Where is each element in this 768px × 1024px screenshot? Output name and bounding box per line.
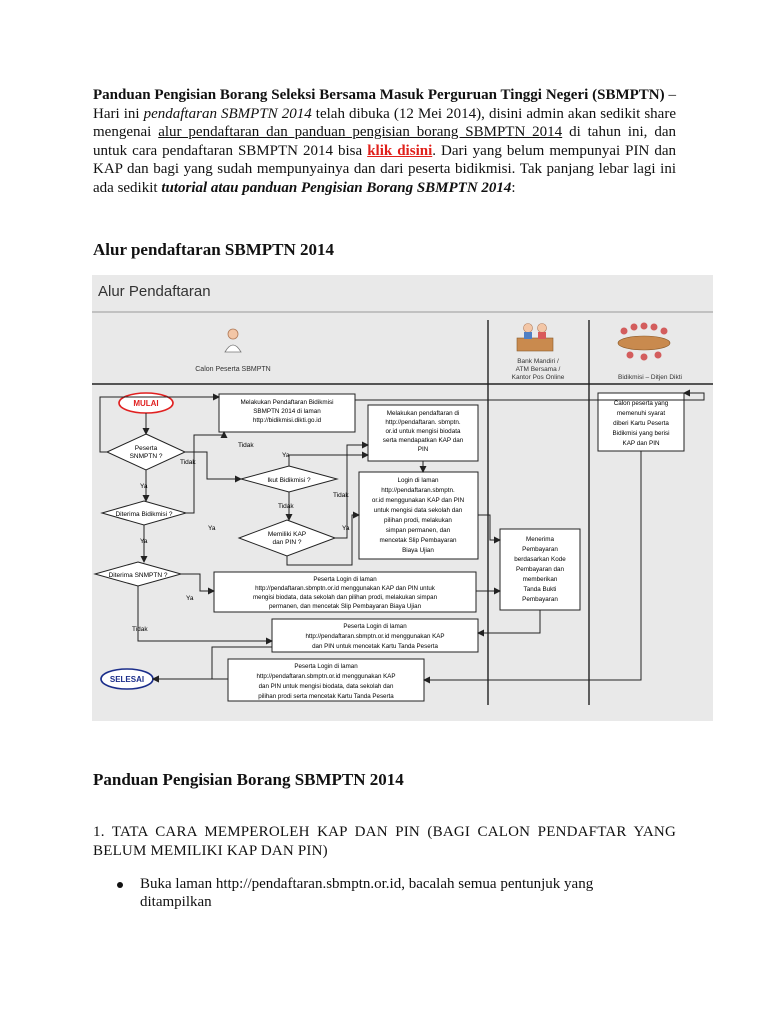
intro-title-bold: Panduan Pengisian Borang Seleksi Bersama Masuk Perguruan Tinggi Negeri (SBMPTN) — [93, 87, 665, 103]
box-login-final — [228, 659, 424, 701]
intro-text: . Dari yang belum mempunyai PIN dan KAP dan bagi yang sudah mempunyainya dan dari peserta bidikmisi. Tak panjang lebar lagi ini ada sedikit — [93, 142, 677, 196]
lane-calon-label: Calon Peserta SBMPTN — [195, 366, 271, 373]
decision-peserta-line2: SNMPTN ? — [129, 453, 163, 460]
intro-text: telah dibuka (12 Mei 2014), disini admin akan sedikit share mengenai — [93, 105, 676, 140]
mulai-label: MULAI — [133, 399, 159, 408]
svg-text:Tanda Bukti: Tanda Bukti — [523, 586, 557, 593]
svg-text:or.id menggunakan KAP dan PIN: or.id menggunakan KAP dan PIN — [371, 497, 465, 504]
svg-text:berdasarkan Kode: berdasarkan Kode — [514, 556, 566, 563]
svg-text:http://pendaftaran. sbmptn.: http://pendaftaran. sbmptn. — [385, 419, 461, 426]
decision-memiliki-line2: dan PIN ? — [272, 539, 302, 546]
box-login-slip — [359, 472, 478, 559]
lane-bank-line2: ATM Bersama / — [515, 366, 561, 373]
svg-text:Bidikmisi yang berisi: Bidikmisi yang berisi — [612, 430, 670, 437]
bullet-icon — [117, 882, 123, 888]
svg-text:pilihan prodi, melakukan: pilihan prodi, melakukan — [384, 517, 452, 524]
edge-label-tidak: Tidak — [333, 492, 349, 499]
svg-text:untuk mengisi data sekolah dan: untuk mengisi data sekolah dan — [373, 507, 463, 514]
edge-label-ya: Ya — [282, 452, 290, 459]
decision-diterima-bidikmisi-label: Diterima Bidikmisi ? — [115, 511, 173, 518]
svg-text:Menerima: Menerima — [526, 536, 554, 543]
svg-text:Biaya Ujian: Biaya Ujian — [402, 547, 434, 554]
svg-text:Melakukan pendaftaran di: Melakukan pendaftaran di — [386, 410, 460, 417]
svg-text:Pembayaran dan: Pembayaran dan — [516, 566, 564, 573]
intro-text: di tahun ini, dan untuk cara pendaftaran SBMPTN 2014 bisa — [93, 124, 676, 159]
svg-text:KAP dan PIN: KAP dan PIN — [622, 440, 660, 447]
svg-text:PIN: PIN — [417, 446, 429, 453]
box-pendaftaran-bidikmisi — [219, 394, 355, 432]
svg-text:simpan permanen, dan: simpan permanen, dan — [385, 527, 451, 534]
list-item-text: Buka laman http://pendaftaran.sbmptn.or.id, bacalah semua pentunjuk yang ditampilkan — [140, 876, 594, 910]
svg-text:Login di laman: Login di laman — [397, 477, 439, 484]
svg-text:Peserta Login di laman: Peserta Login di laman — [313, 576, 377, 583]
svg-text:serta mendapatkan KAP dan: serta mendapatkan KAP dan — [382, 437, 464, 444]
svg-text:Calon peserta yang: Calon peserta yang — [613, 400, 669, 407]
edge-label-tidak: Tidak — [238, 442, 254, 449]
box-login-kartu-peserta — [272, 619, 478, 652]
lane-bank-line1: Bank Mandiri / — [517, 358, 559, 365]
flowchart-figure — [92, 275, 713, 721]
svg-text:http://pendaftaran.sbmptn.or.i: http://pendaftaran.sbmptn.or.id menggunakan KAP — [256, 673, 396, 680]
svg-text:mengisi biodata, data sekolah: mengisi biodata, data sekolah dan pilihan prodi, melakukan simpan — [252, 594, 438, 601]
intro-paragraph — [93, 86, 676, 197]
svg-text:permanen, dan mencetak Slip Pe: permanen, dan mencetak Slip Pembayaran Biaya Ujian — [268, 603, 422, 610]
edge-label-ya: Ya — [208, 525, 216, 532]
svg-text:Peserta Login di laman: Peserta Login di laman — [343, 623, 407, 630]
svg-text:Pembayaran: Pembayaran — [522, 596, 558, 603]
svg-text:Melakukan Pendaftaran Bidikmis: Melakukan Pendaftaran Bidikmisi — [240, 399, 334, 406]
selesai-label: SELESAI — [109, 675, 145, 684]
intro-text: : — [511, 179, 516, 196]
edge-label-tidak: Tidak — [132, 626, 148, 633]
decision-diterima-snmptn-label: Diterima SNMPTN ? — [108, 572, 168, 579]
svg-text:SBMPTN 2014 di laman: SBMPTN 2014 di laman — [253, 408, 321, 415]
edge-label-tidak: Tidak — [278, 503, 294, 510]
figure-title: Alur Pendaftaran — [98, 283, 211, 300]
svg-text:http://pendaftaran.sbmptn.or.i: http://pendaftaran.sbmptn.or.id menggunakan KAP dan PIN untuk — [255, 585, 435, 592]
svg-text:http://pendaftaran.sbmptn.: http://pendaftaran.sbmptn. — [381, 487, 455, 494]
svg-text:memenuhi syarat: memenuhi syarat — [616, 410, 666, 417]
step-1-heading: 1. TATA CARA MEMPEROLEH KAP DAN PIN (BAGI CALON PENDAFTAR YANG BELUM MEMILIKI KAP DAN PIN) — [93, 824, 676, 859]
box-login-biodata — [214, 572, 476, 612]
svg-text:dan PIN untuk mencetak Kartu T: dan PIN untuk mencetak Kartu Tanda Peserta — [312, 643, 438, 650]
svg-text:pilihan prodi serta mencetak K: pilihan prodi serta mencetak Kartu Tanda Peserta — [258, 693, 394, 700]
lane-bidikmisi-label: Bidikmisi – Ditjen Dikti — [618, 374, 682, 381]
box-calon-memenuhi-syarat — [598, 393, 684, 451]
svg-text:or.id untuk mengisi biodata: or.id untuk mengisi biodata — [385, 428, 461, 435]
lane-bank-line3: Kantor Pos Online — [511, 374, 565, 381]
svg-text:http://bidikmisi.dikti.go.id: http://bidikmisi.dikti.go.id — [252, 417, 322, 424]
box-menerima-pembayaran — [500, 529, 580, 610]
edge-label-ya: Ya — [342, 525, 350, 532]
box-pendaftaran-kap-pin — [368, 405, 478, 461]
svg-text:mencetak Slip Pembayaran: mencetak Slip Pembayaran — [379, 537, 457, 544]
decision-ikut-label: Ikut Bidikmisi ? — [267, 477, 311, 484]
decision-peserta-line1: Peserta — [134, 445, 158, 452]
intro-bold-italic: tutorial atau panduan Pengisian Borang SBMPTN 2014 — [161, 179, 512, 196]
edge-label-ya: Ya — [140, 483, 148, 490]
svg-text:diberi Kartu Peserta: diberi Kartu Peserta — [613, 420, 669, 427]
flowchart-svg — [92, 275, 713, 721]
svg-text:dan PIN untuk mengisi biodata,: dan PIN untuk mengisi biodata, data sekolah dan — [258, 683, 394, 690]
edge-label-tidak: Tidak — [180, 459, 196, 466]
svg-text:memberikan: memberikan — [522, 576, 558, 583]
svg-text:Peserta Login di laman: Peserta Login di laman — [294, 663, 358, 670]
svg-text:http://pendaftaran.sbmptn.or.i: http://pendaftaran.sbmptn.or.id menggunakan KAP — [305, 633, 445, 640]
svg-text:Pembayaran: Pembayaran — [522, 546, 558, 553]
heading-panduan: Panduan Pengisian Borang SBMPTN 2014 — [93, 770, 404, 789]
heading-alur: Alur pendaftaran SBMPTN 2014 — [93, 240, 335, 259]
intro-underline: alur pendaftaran dan panduan pengisian borang SBMPTN 2014 — [158, 124, 563, 140]
intro-text: – Hari ini — [93, 87, 676, 122]
klik-disini-link[interactable]: klik disini — [367, 142, 433, 159]
edge-label-ya: Ya — [186, 595, 194, 602]
edge-label-ya: Ya — [140, 538, 148, 545]
decision-memiliki-line1: Memiliki KAP — [267, 531, 307, 538]
intro-italic: pendaftaran SBMPTN 2014 — [143, 105, 312, 122]
